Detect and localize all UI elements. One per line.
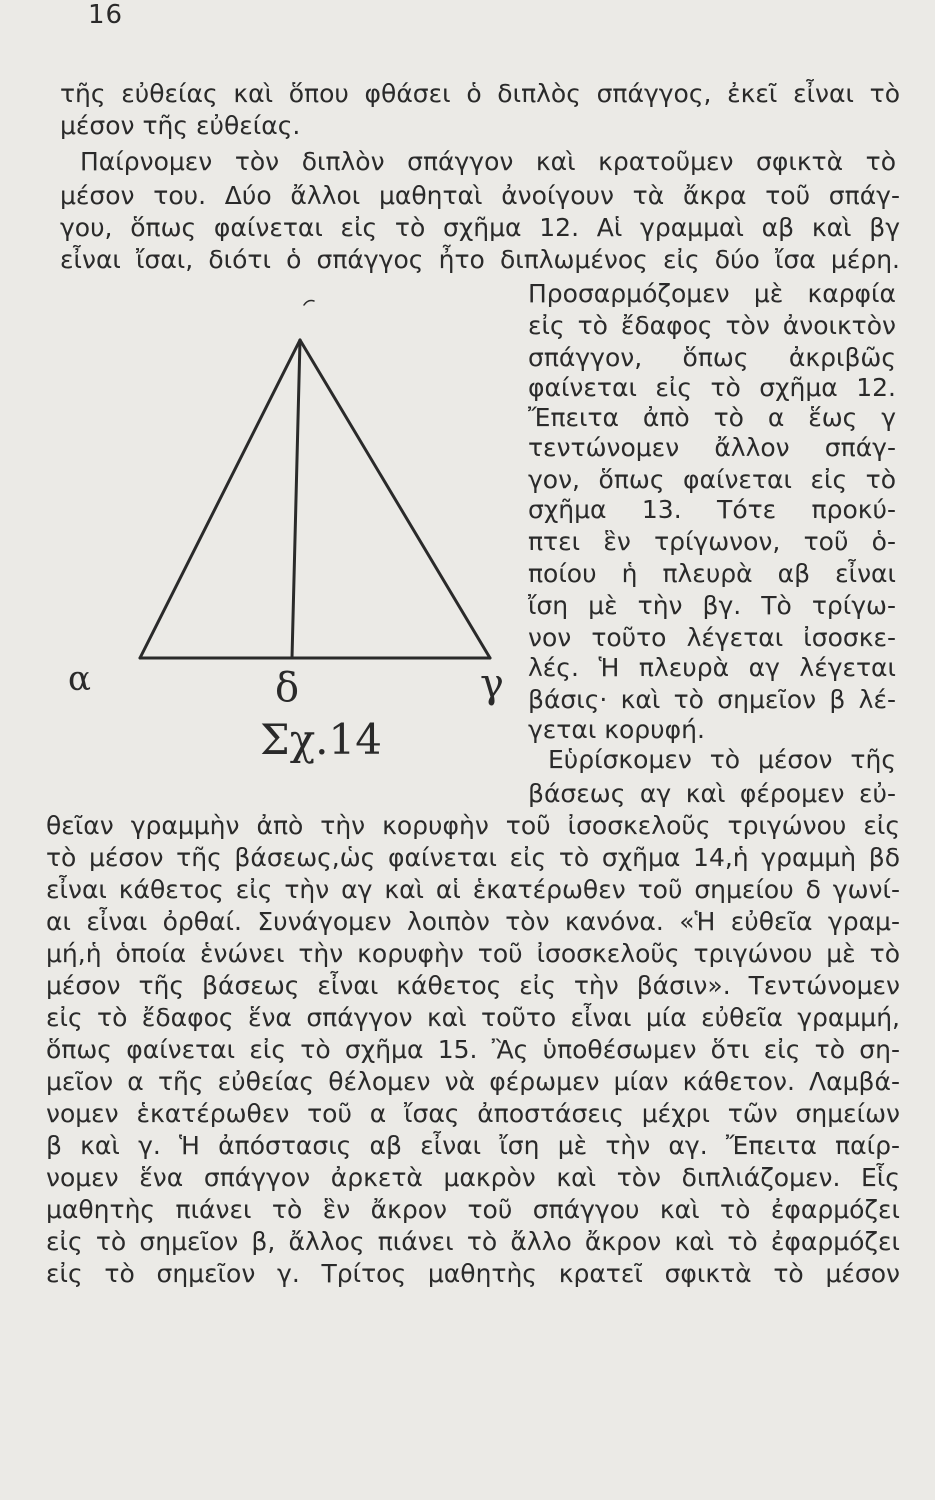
- text-line: μεῖον α τῆς εὐθείας θέλομεν νὰ φέρωμεν μίαν κάθετον. Λαμβά-: [46, 1067, 900, 1096]
- text-line: γου, ὅπως φαίνεται εἰς τὸ σχῆμα 12. Αἱ γραμμαὶ αβ καὶ βγ: [60, 213, 900, 242]
- text-line: εἰς τὸ σημεῖον β, ἄλλος πιάνει τὸ ἄλλο ἄκρον καὶ τὸ ἐφαρμόζει: [46, 1227, 900, 1256]
- text-line: ὅπως φαίνεται εἰς τὸ σχῆμα 15. Ἂς ὑποθέσωμεν ὅτι εἰς τὸ ση-: [46, 1035, 900, 1064]
- text-line: σχῆμα 13. Τότε προκύ-: [528, 495, 896, 524]
- text-line: Παίρνομεν τὸν διπλὸν σπάγγον καὶ κρατοῦμεν σφικτὰ τὸ: [80, 147, 896, 176]
- text-line: γεται κορυφή.: [528, 715, 705, 744]
- text-line: εἰς τὸ ἔδαφος τὸν ἀνοικτὸν: [528, 311, 896, 340]
- figure-caption: Σχ.14: [260, 715, 382, 764]
- text-line: γον, ὅπως φαίνεται εἰς τὸ: [528, 465, 896, 494]
- text-line: πτει ἓν τρίγωνον, τοῦ ὁ-: [528, 527, 896, 556]
- text-line: Προσαρμόζομεν μὲ καρφία: [528, 279, 896, 308]
- text-line: εἶναι κάθετος εἰς τὴν αγ καὶ αἱ ἑκατέρωθεν τοῦ σημείου δ γωνί-: [46, 875, 900, 904]
- text-line: μέσον του. Δύο ἄλλοι μαθηταὶ ἀνοίγουν τὰ ἄκρα τοῦ σπάγ-: [60, 181, 900, 210]
- text-line: νομεν ἕνα σπάγγον ἀρκετὰ μακρὸν καὶ τὸν διπλιάζομεν. Εἷς: [46, 1163, 900, 1192]
- text-line: ποίου ἡ πλευρὰ αβ εἶναι: [528, 559, 896, 588]
- text-line: Εὑρίσκομεν τὸ μέσον τῆς: [548, 745, 896, 774]
- text-line: Ἔπειτα ἀπὸ τὸ α ἕως γ: [528, 403, 896, 432]
- text-line: θεῖαν γραμμὴν ἀπὸ τὴν κορυφὴν τοῦ ἰσοσκελοῦς τριγώνου εἰς: [46, 811, 900, 840]
- text-line: νον τοῦτο λέγεται ἰσοσκε-: [528, 623, 896, 652]
- text-line: λές. Ἡ πλευρὰ αγ λέγεται: [528, 653, 896, 682]
- text-line: τὸ μέσον τῆς βάσεως,ὡς φαίνεται εἰς τὸ σχῆμα 14,ἡ γραμμὴ βδ: [46, 843, 900, 872]
- text-line: μέσον τῆς βάσεως εἶναι κάθετος εἰς τὴν βάσιν». Τεντώνομεν: [46, 971, 900, 1000]
- text-line: τεντώνομεν ἄλλον σπάγ-: [528, 433, 896, 462]
- text-line: βάσεως αγ καὶ φέρομεν εὐ-: [528, 779, 896, 808]
- text-line: σπάγγον, ὅπως ἀκριβῶς: [528, 343, 896, 372]
- text-line: μαθητὴς πιάνει τὸ ἓν ἄκρον τοῦ σπάγγου καὶ τὸ ἐφαρμόζει: [46, 1195, 900, 1224]
- text-line: νομεν ἑκατέρωθεν τοῦ α ἴσας ἀποστάσεις μέχρι τῶν σημείων: [46, 1099, 900, 1128]
- text-line: εἰς τὸ ἔδαφος ἕνα σπάγγον καὶ τοῦτο εἶναι μία εὐθεῖα γραμμή,: [46, 1003, 900, 1032]
- figure-14: [60, 285, 530, 805]
- side-bg: [300, 340, 490, 658]
- altitude-bd: [292, 340, 300, 658]
- text-line: μή,ἡ ὁποία ἑνώνει τὴν κορυφὴν τοῦ ἰσοσκελοῦς τριγώνου μὲ τὸ: [46, 939, 900, 968]
- label-alpha: α: [68, 659, 91, 699]
- text-line: ἴση μὲ τὴν βγ. Τὸ τρίγω-: [528, 591, 896, 620]
- text-line: μέσον τῆς εὐθείας.: [60, 111, 301, 140]
- text-line: β καὶ γ. Ἡ ἀπόστασις αβ εἶναι ἴση μὲ τὴν αγ. Ἔπειτα παίρ-: [46, 1131, 900, 1160]
- vertex-mark: [304, 301, 314, 306]
- text-line: εἶναι ἴσαι, διότι ὁ σπάγγος ἦτο διπλωμένος εἰς δύο ἴσα μέρη.: [60, 245, 900, 274]
- text-line: εἰς τὸ σημεῖον γ. Τρίτος μαθητὴς κρατεῖ σφικτὰ τὸ μέσον: [46, 1259, 900, 1288]
- text-line: τῆς εὐθείας καὶ ὅπου φθάσει ὁ διπλὸς σπάγγος, ἐκεῖ εἶναι τὸ: [60, 79, 900, 108]
- text-line: βάσις· καὶ τὸ σημεῖον β λέ-: [528, 685, 896, 714]
- page-number: 16: [88, 0, 124, 30]
- side-ab: [140, 340, 300, 658]
- text-line: αι εἶναι ὀρθαί. Συνάγομεν λοιπὸν τὸν κανόνα. «Ἡ εὐθεῖα γραμ-: [46, 907, 900, 936]
- label-delta: δ: [275, 665, 300, 711]
- label-gamma: γ: [480, 661, 504, 707]
- text-line: φαίνεται εἰς τὸ σχῆμα 12.: [528, 373, 896, 402]
